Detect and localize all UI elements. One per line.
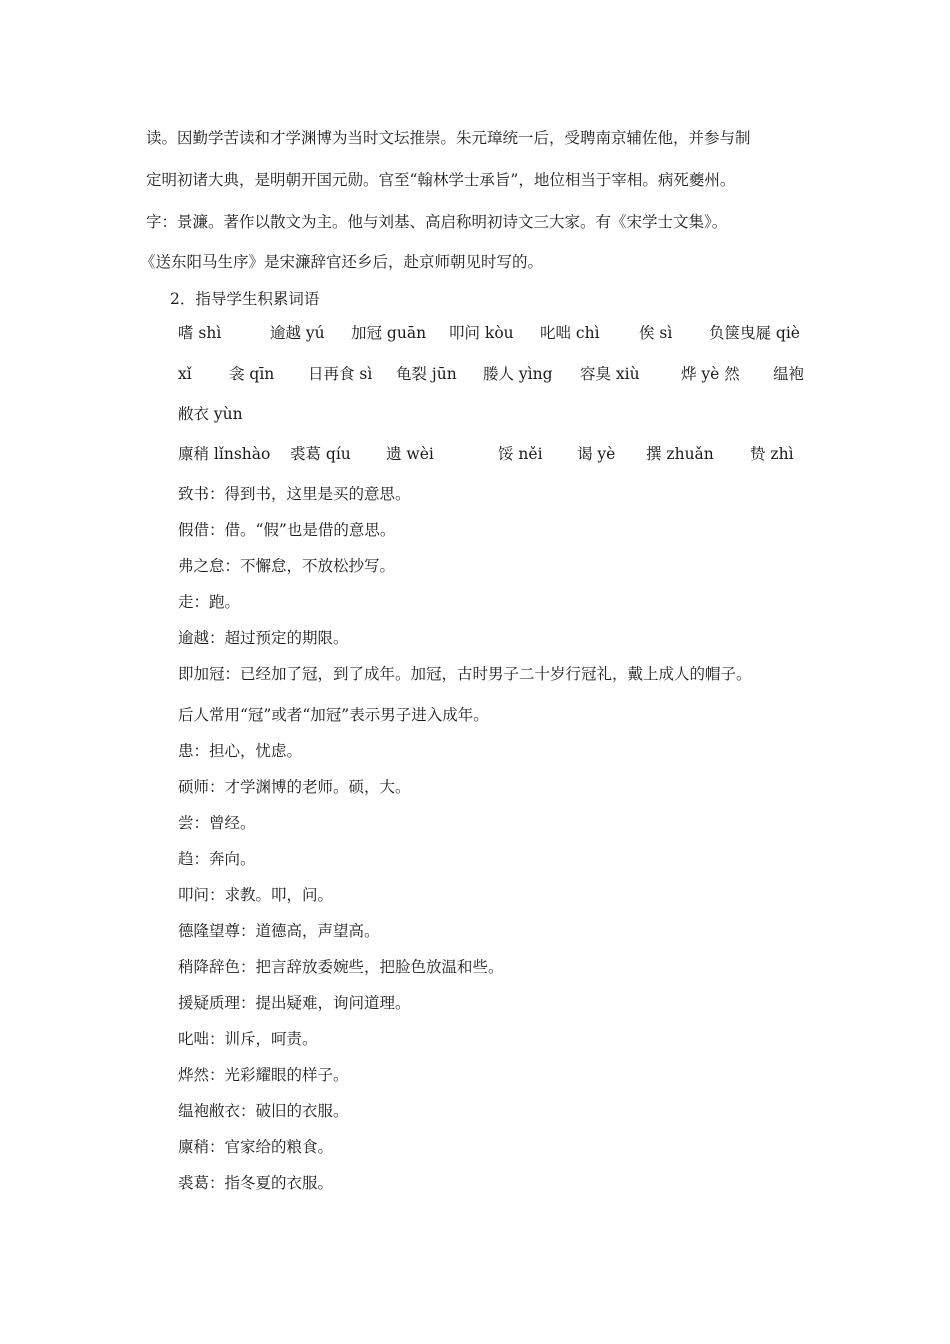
vocab-item: 馁 něi: [498, 445, 543, 463]
vocab-item: 负箧曳屣 qiè: [709, 324, 800, 342]
vocab-item: 谒 yè: [577, 445, 616, 463]
definition-line: 援疑质理：提出疑难，询问道理。: [178, 994, 411, 1012]
intro-line: 定明初诸大典，是明朝开国元勋。官至“翰林学士承旨”，地位相当于宰相。病死夔州。: [146, 171, 736, 189]
definition-line: 尝：曾经。: [178, 814, 256, 832]
definition-line: 后人常用“冠”或者“加冠”表示男子进入成年。: [178, 706, 489, 724]
definition-line: 假借：借。“假”也是借的意思。: [178, 521, 396, 539]
definition-line: 即加冠：已经加了冠，到了成年。加冠，古时男子二十岁行冠礼，戴上成人的帽子。: [178, 665, 752, 683]
vocab-item: 叩问 kòu: [449, 324, 514, 342]
vocab-item: 缊袍: [773, 365, 805, 383]
vocab-item: 敝衣 yùn: [178, 405, 243, 423]
section-heading: 2．指导学生积累词语: [170, 290, 320, 308]
vocab-item: 容臭 xiù: [580, 365, 640, 383]
vocab-item: 叱咄 chì: [540, 324, 600, 342]
definition-line: 患：担心，忧虑。: [178, 742, 303, 760]
definition-line: 趋：奔向。: [178, 850, 256, 868]
vocab-item: 俟 sì: [639, 324, 673, 342]
definition-line: 硕师：才学渊博的老师。硕，大。: [178, 778, 411, 796]
vocab-item: 遗 wèi: [386, 445, 434, 463]
intro-line: 读。因勤学苦读和才学渊博为当时文坛推崇。朱元璋统一后，受聘南京辅佐他，并参与制: [146, 129, 751, 147]
vocab-item: 衾 qīn: [229, 365, 275, 383]
vocab-item: 裘葛 qíu: [290, 445, 351, 463]
definition-line: 弗之怠：不懈怠，不放松抄写。: [178, 557, 396, 575]
definition-line: 德隆望尊：道德高，声望高。: [178, 922, 380, 940]
intro-line: 字：景濂。著作以散文为主。他与刘基、高启称明初诗文三大家。有《宋学士文集》。: [146, 213, 728, 231]
vocab-item: 撰 zhuǎn: [646, 445, 714, 463]
definition-line: 廪稍：官家给的粮食。: [178, 1138, 334, 1156]
definition-line: 叩问：求教。叩，问。: [178, 886, 334, 904]
definition-line: 烨然：光彩耀眼的样子。: [178, 1066, 349, 1084]
definition-line: 缊袍敝衣：破旧的衣服。: [178, 1102, 349, 1120]
intro-line: 《送东阳马生序》是宋濂辞官还乡后，赴京师朝见时写的。: [140, 253, 544, 271]
vocab-item: 逾越 yú: [270, 324, 325, 342]
vocab-item: xǐ: [178, 365, 192, 383]
definition-line: 逾越：超过预定的期限。: [178, 629, 349, 647]
vocab-item: 烨 yè 然: [681, 365, 740, 383]
definition-line: 叱咄：训斥，呵责。: [178, 1030, 318, 1048]
vocab-item: 贽 zhì: [750, 445, 794, 463]
definition-line: 裘葛：指冬夏的衣服。: [178, 1174, 334, 1192]
definition-line: 稍降辞色：把言辞放委婉些，把脸色放温和些。: [178, 958, 504, 976]
definition-line: 走：跑。: [178, 593, 241, 611]
vocab-item: 廪稍 lǐnshào: [178, 445, 271, 463]
vocab-item: 加冠 guān: [351, 324, 427, 342]
vocab-item: 嗜 shì: [178, 324, 222, 342]
vocab-item: 媵人 yìng: [483, 365, 553, 383]
definition-line: 致书：得到书，这里是买的意思。: [178, 485, 411, 503]
vocab-item: 日再食 sì: [308, 365, 373, 383]
vocab-item: 龟裂 jūn: [396, 365, 457, 383]
